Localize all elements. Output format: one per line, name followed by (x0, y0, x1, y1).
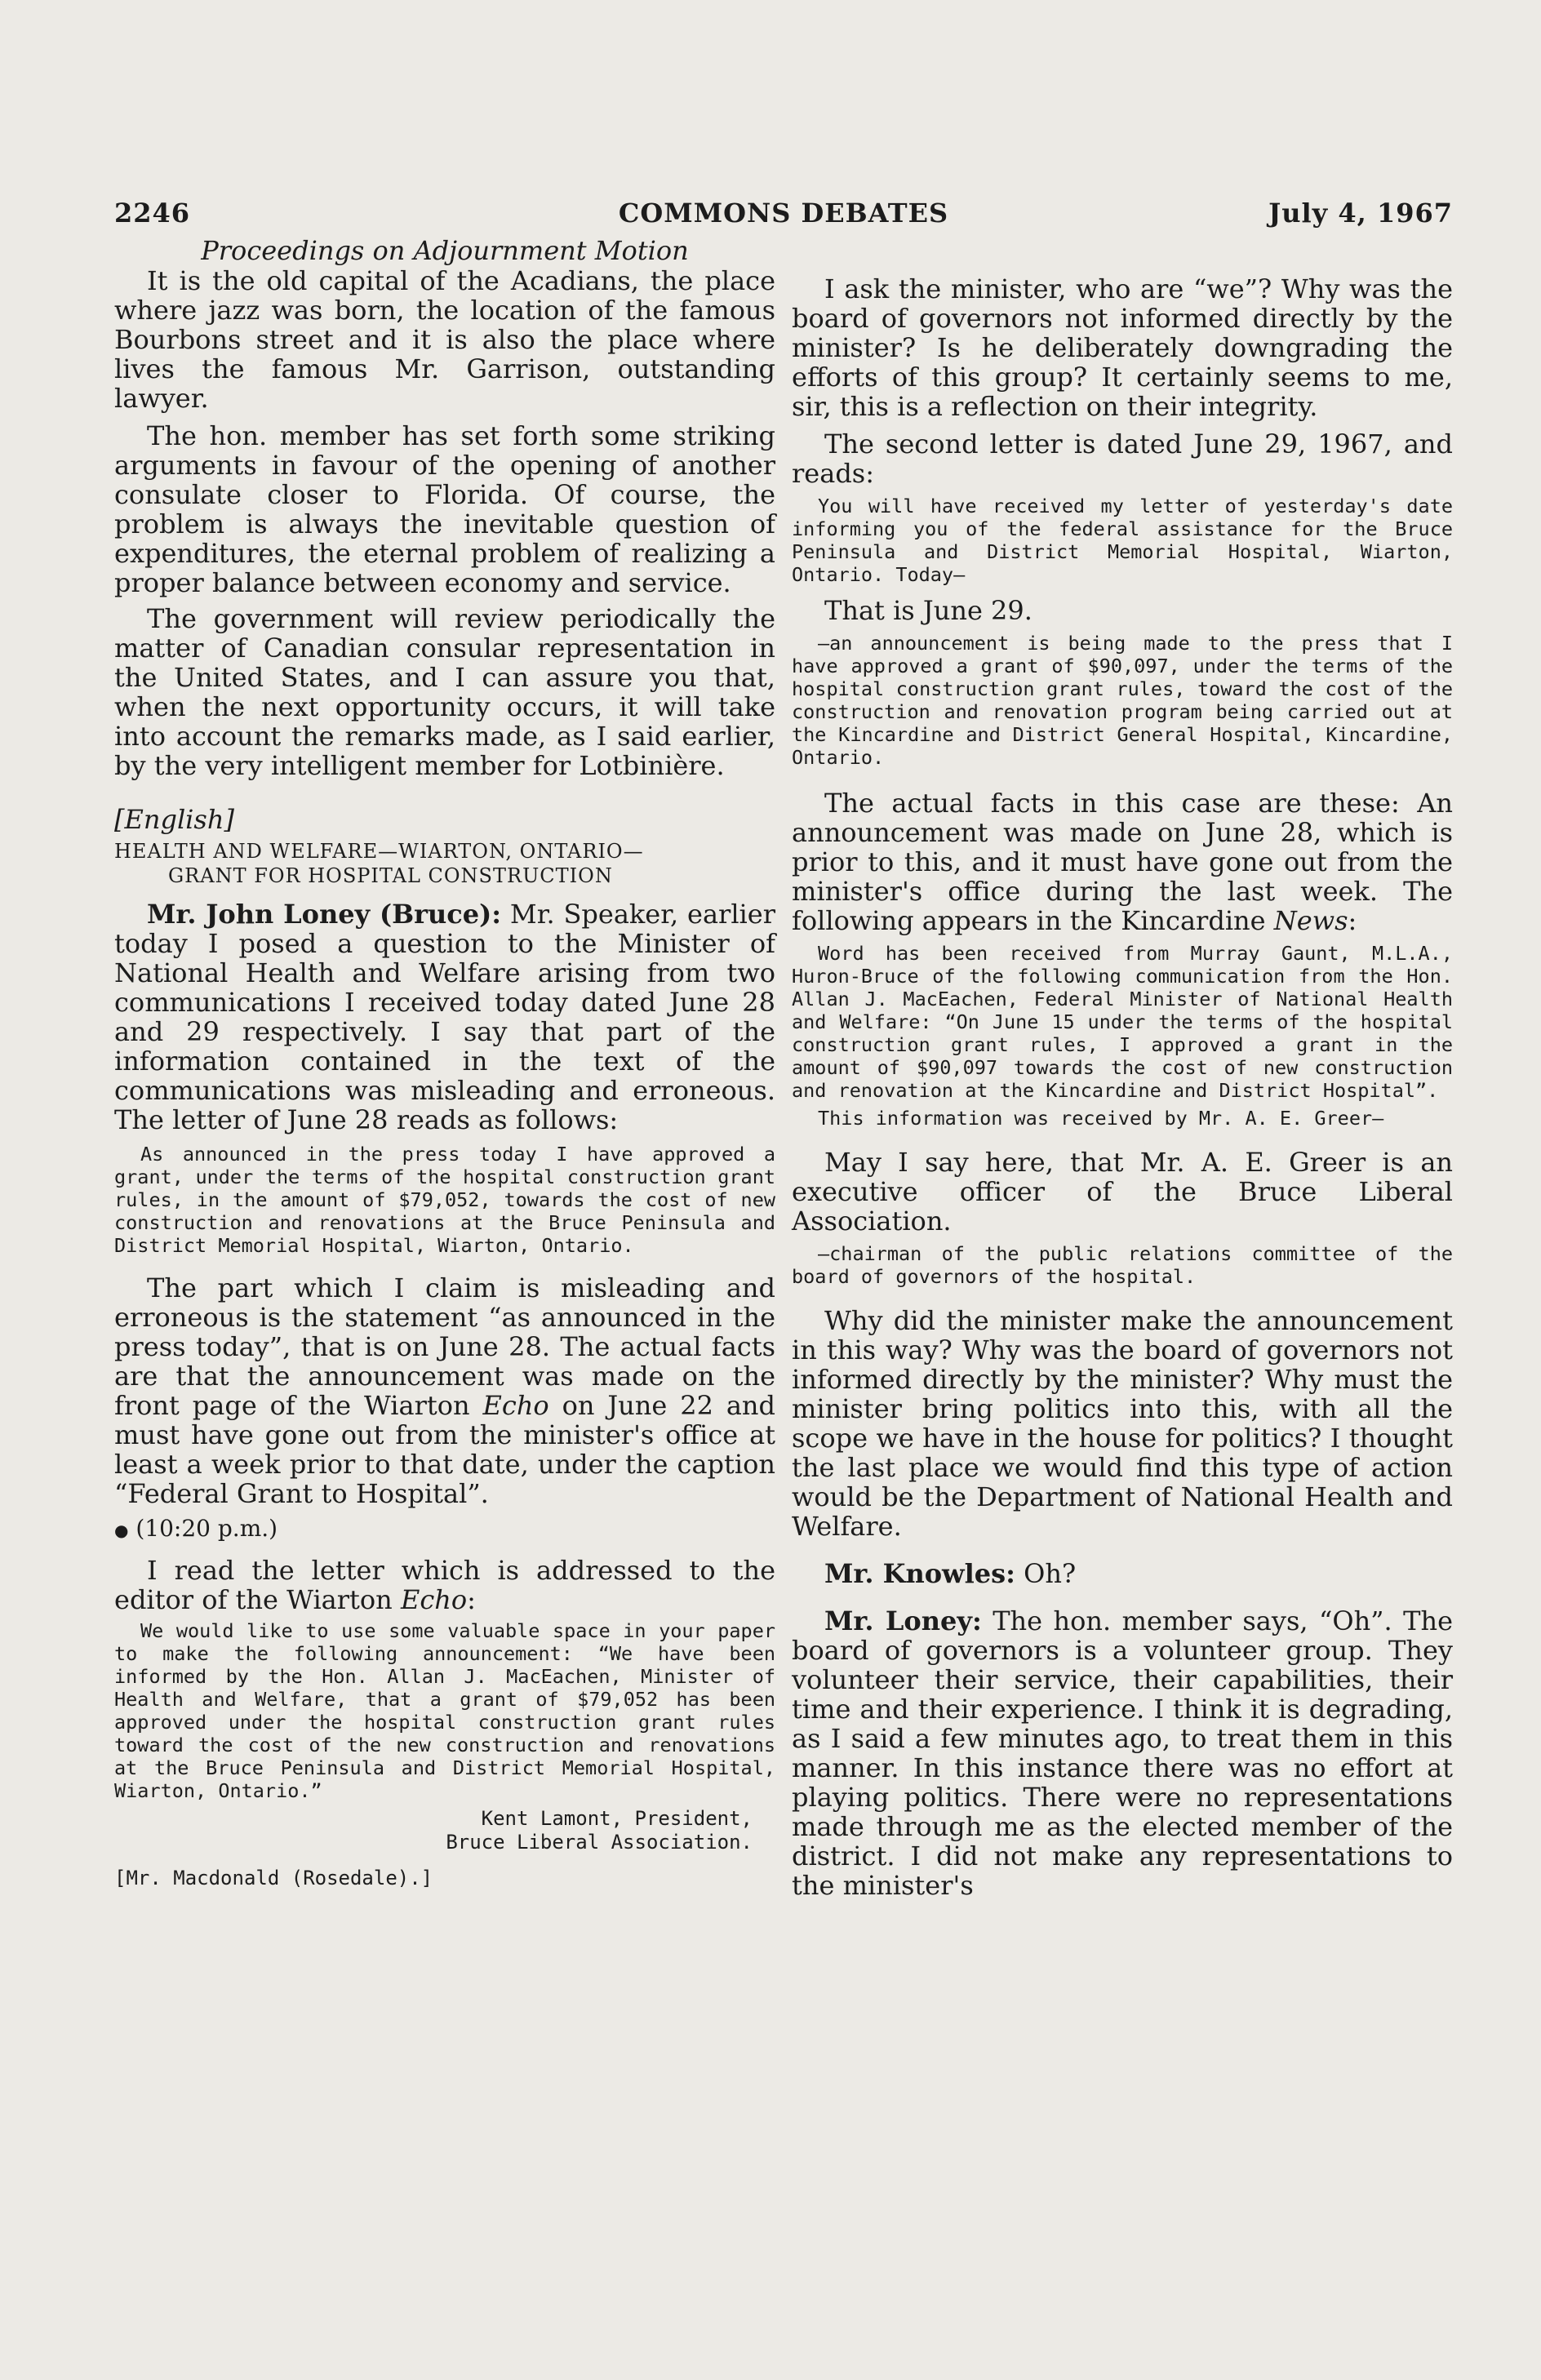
italic-text: News (1273, 905, 1348, 936)
signature-line: Bruce Liberal Association. (446, 1831, 753, 1854)
italic-text: Echo (482, 1390, 549, 1421)
speech-text: Oh? (1024, 1558, 1077, 1589)
quotation: Word has been received from Murray Gaunt, M.L.A., Huron-Bruce of the following communication from the Hon. Allan J. MacEachen, Federal Minister of National Health and Welfare: “On June 15 under the terms of the hospital construction grant rules, I approved a grant in the amount of $90,097 towards the cost of new construction and renovation at the Kincardine and District Hospital”. (792, 942, 1453, 1102)
paragraph: Why did the minister make the announcement in this way? Why was the board of governors not informed directly by the minister? Why must the minister bring politics into this, with all the scope we have in the house for politics? I thought the last place we would find this type of action would be the Department of National Health and Welfare. (792, 1305, 1453, 1542)
paragraph (792, 788, 1453, 935)
paragraph (114, 899, 775, 1134)
quotation: —an announcement is being made to the press that I have approved a grant of $90,097, under the terms of the hospital construction grant rules, toward the cost of the construction and renovation program being carried out at the Kincardine and District General Hospital, Kincardine, Ontario. (792, 632, 1453, 769)
page-header (114, 198, 1453, 235)
text-run: The actual facts in this case are these: An announcement was made on June 28, which is prior to this, and it must have gone out from the minister's office during the last week. The following appears in the Kincardine (792, 788, 1453, 936)
time-text: (10:20 p.m.) (135, 1515, 278, 1542)
speaker-name: Mr. Loney: (824, 1605, 982, 1636)
paragraph: That is June 29. (824, 595, 1033, 626)
section-title-line: GRANT FOR HOSPITAL CONSTRUCTION (168, 864, 613, 887)
member-reference: [Mr. Macdonald (Rosedale).] (114, 1867, 433, 1889)
text-run: : (1348, 905, 1357, 936)
speaker-name: Mr. John Loney (Bruce): (147, 899, 502, 930)
quotation: —chairman of the public relations committee of the board of governors of the hospital. (792, 1242, 1453, 1288)
paragraph (114, 1273, 775, 1508)
italic-text: Echo (400, 1584, 468, 1615)
quotation: As announced in the press today I have approved a grant, under the terms of the hospital construction grant rules, in the amount of $79,052, towards the cost of new construction and renovations at the Bruce Peninsula and District Memorial Hospital, Wiarton, Ontario. (114, 1143, 775, 1257)
signature-line: Kent Lamont, President, (481, 1807, 753, 1830)
section-title-line: HEALTH AND WELFARE—WIARTON, ONTARIO— (114, 840, 644, 863)
text-run: I read the letter which is addressed to the editor of the Wiarton (114, 1555, 775, 1615)
subheading: Proceedings on Adjournment Motion (201, 235, 689, 266)
time-stamp (114, 1515, 775, 1544)
publication-title: COMMONS DEBATES (618, 198, 949, 229)
section-title (114, 839, 775, 888)
right-column (792, 235, 1453, 1900)
paragraph: The government will review periodically the matter of Canadian consular representation in the United States, and I can assure you that, when the next opportunity occurs, it will take into account the remarks made, as I said earlier, by the very intelligent member for Lotbinière. (114, 603, 775, 781)
quotation: This information was received by Mr. A. E. Greer— (818, 1107, 1384, 1130)
text-run: : (467, 1584, 476, 1615)
paragraph (792, 1559, 1453, 1588)
text-run: The part which I claim is misleading and erroneous is the statement “as announced in the press today”, that is on June 28. The actual facts are that the announcement was made on the front page of the Wiarton (114, 1272, 775, 1421)
quotation: You will have received my letter of yesterday's date informing you of the federal assistance for the Bruce Peninsula and District Memorial Hospital, Wiarton, Ontario. Today— (792, 495, 1453, 586)
page-date: July 4, 1967 (1268, 198, 1453, 229)
quotation: We would like to use some valuable space in your paper to make the following announcement: “We have been informed by the Hon. Allan J. MacEachen, Minister of Health and Welfare, that a grant of $79,052 has been approved under the hospital construction grant rules toward the cost of the new construction and renovations at the Bruce Peninsula and District Memorial Hospital, Wiarton, Ontario.” (114, 1619, 775, 1802)
paragraph (114, 1556, 775, 1614)
bullet-icon: ● (114, 1521, 129, 1540)
speaker-name: Mr. Knowles: (824, 1558, 1015, 1589)
paragraph: I ask the minister, who are “we”? Why was the board of governors not informed directly by the minister? Is he deliberately downgrading the efforts of this group? It certainly seems to me, sir, this is a reflection on their integrity. (792, 273, 1453, 422)
page-number: 2246 (114, 198, 191, 229)
paragraph (792, 1606, 1453, 1900)
text-run: on June 22 and must have gone out from the minister's office at least a week prior to that date, under the caption “Federal Grant to Hospital”. (114, 1390, 776, 1509)
paragraph: The second letter is dated June 29, 1967, and reads: (792, 428, 1453, 489)
paragraph: The hon. member has set forth some striking arguments in favour of the opening of another consulate closer to Florida. Of course, the problem is always the inevitable question of expenditures, the eternal problem of realizing a proper balance between economy and service. (114, 420, 775, 598)
paragraph: May I say here, that Mr. A. E. Greer is an executive officer of the Bruce Liberal Association. (792, 1147, 1453, 1237)
paragraph: It is the old capital of the Acadians, the place where jazz was born, the location of the famous Bourbons street and it is also the place where lives the famous Mr. Garrison, outstanding lawyer. (114, 265, 775, 414)
speech-text: The hon. member says, “Oh”. The board of governors is a volunteer group. They volunteer their service, their capabilities, their time and their experience. I think it is degrading, as I said a few minutes ago, to treat them in this manner. In this instance there was no effort at playing politics. There were no representations made through me as the elected member of the district. I did not make any representations to the minister's (792, 1605, 1454, 1901)
speech-text: Mr. Speaker, earlier today I posed a question to the Minister of National Health and Welfare arising from two communications I received today dated June 28 and 29 respectively. I say that part of the information contained in the text of the communications was misleading and erroneous. The letter of June 28 reads as follows: (114, 899, 776, 1135)
left-column (114, 235, 775, 1890)
language-marker: [English] (114, 804, 234, 835)
